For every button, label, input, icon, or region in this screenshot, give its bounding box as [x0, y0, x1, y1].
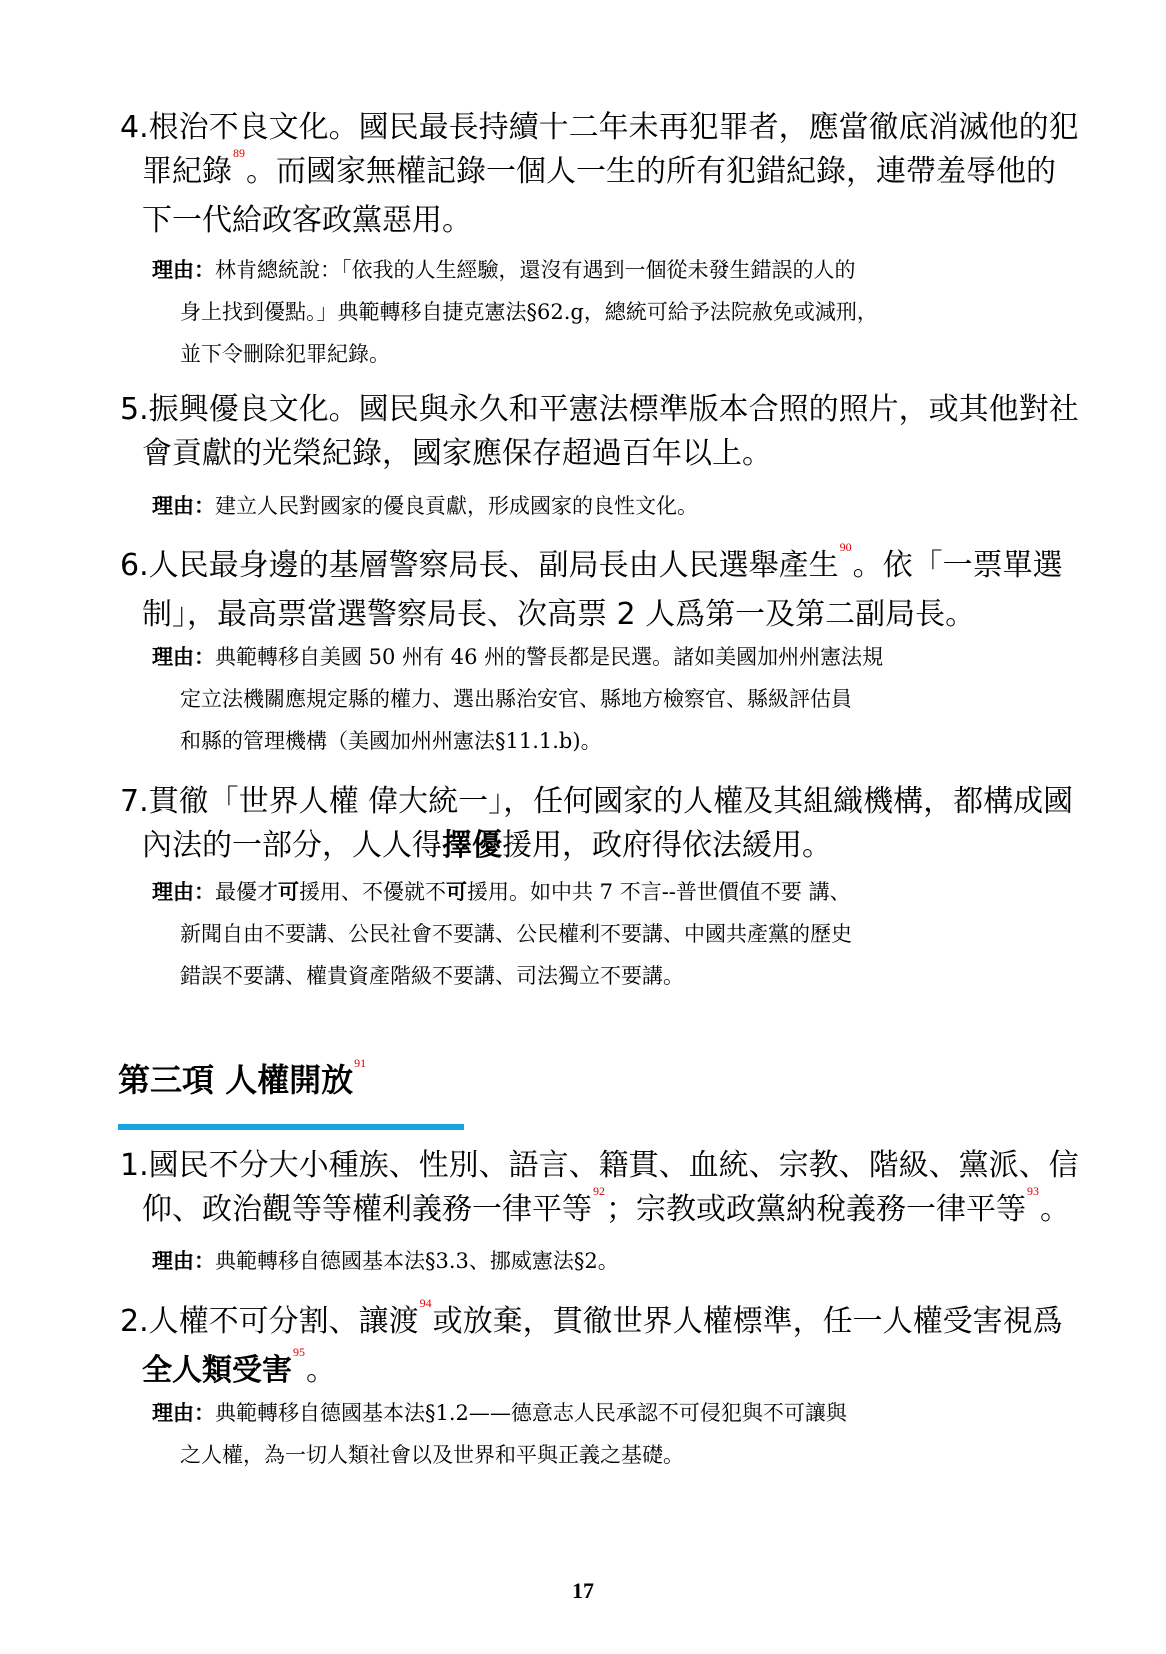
item-6-reason-line-2: 定立法機關應規定縣的權力、選出縣治安官、縣地方檢察官、縣級評估員 — [180, 687, 852, 711]
item-7-reason-bold-1: 可 — [278, 879, 299, 904]
item-7-reason-line-3: 錯誤不要講、權貴資產階級不要講、司法獨立不要講。 — [180, 964, 684, 988]
section-item-2-line-1 — [120, 1296, 1063, 1349]
item-7-reason-1a: 最優才 — [215, 880, 278, 904]
item-7-reason-1c: 援用。如中共 7 不言--普世價值不要 講、 — [467, 880, 851, 904]
section-item-1-reason-1: 典範轉移自德國基本法§3.3、挪威憲法§2。 — [215, 1249, 619, 1273]
reason-label: 理由： — [152, 493, 215, 518]
item-4-line-1: 4.根治不良文化。國民最長持續十二年未再犯罪者，應當徹底消滅他的犯 — [120, 110, 1079, 145]
section-item-2-line-2 — [120, 1345, 1060, 1398]
item-5-reason — [152, 485, 1052, 527]
section-item-1-text — [120, 1144, 1079, 1237]
footnote-ref-91: 91 — [354, 1056, 367, 1070]
item-7-reason-line-1 — [152, 871, 1052, 913]
item-4-line-3: 下一代給政客政黨惡用。 — [142, 203, 472, 238]
item-6-reason-line-3: 和縣的管理機構（美國加州州憲法§11.1.b)。 — [180, 729, 602, 753]
item-7-line-2-bold: 擇優 — [442, 828, 502, 863]
page-number: 17 — [572, 1578, 594, 1603]
reason-label: 理由： — [152, 1248, 215, 1273]
item-6-reason — [152, 636, 1052, 762]
section-item-1-line-1: 1.國民不分大小種族、性別、語言、籍貫、血統、宗教、階級、黨派、信 — [120, 1148, 1079, 1183]
item-7-reason — [152, 871, 1052, 997]
footnote-ref-94: 94 — [419, 1296, 432, 1310]
section-item-1-line-2c: 。 — [1040, 1192, 1070, 1227]
item-4-reason-line-3: 並下令刪除犯罪紀錄。 — [180, 342, 390, 366]
section-item-1-line-2b: ；宗教或政黨納稅義務一律平等 — [606, 1192, 1026, 1227]
item-4-reason-line-1 — [152, 249, 1052, 291]
section-item-2-line-2b: 。 — [306, 1353, 336, 1388]
section-heading — [118, 1058, 367, 1109]
item-4-line-2b: 。而國家無權記錄一個人一生的所有犯錯紀錄，連帶羞辱他的 — [246, 154, 1056, 189]
footnote-ref-93: 93 — [1027, 1184, 1039, 1198]
footnote-ref-92: 92 — [593, 1184, 605, 1198]
footnote-ref-89: 89 — [233, 146, 245, 160]
item-6-line-1a: 6.人民最身邊的基層警察局長、副局長由人民選舉產生 — [120, 548, 839, 583]
section-item-2-reason-line-2: 之人權，為一切人類社會以及世界和平與正義之基礎。 — [180, 1443, 684, 1467]
item-7-reason-line-2: 新聞自由不要講、公民社會不要講、公民權利不要講、中國共產黨的歷史 — [180, 922, 852, 946]
item-4-reason-1: 林肯總統說：「依我的人生經驗，還沒有遇到一個從未發生錯誤的人的 — [215, 258, 856, 282]
footnote-ref-90: 90 — [839, 540, 852, 554]
footnote-ref-95: 95 — [293, 1345, 305, 1359]
item-4-reason — [152, 249, 1052, 375]
section-item-2-line-2-bold: 全人類受害 — [142, 1353, 292, 1388]
item-5-line-1: 5.振興優良文化。國民與永久和平憲法標準版本合照的照片，或其他對社 — [120, 392, 1079, 427]
reason-label: 理由： — [152, 879, 215, 904]
section-item-2-line-1b: 或放棄，貫徹世界人權標準，任一人權受害視爲 — [432, 1304, 1063, 1339]
item-6-reason-1: 典範轉移自美國 50 州有 46 州的警長都是民選。諸如美國加州州憲法規 — [215, 645, 884, 669]
item-6-reason-line-1 — [152, 636, 1052, 678]
item-5-line-2: 會貢獻的光榮紀錄，國家應保存超過百年以上。 — [142, 436, 772, 471]
section-item-2-text — [120, 1296, 1063, 1398]
item-6-line-2: 制」，最高票當選警察局長、次高票 2 人爲第一及第二副局長。 — [142, 597, 976, 632]
section-title: 第三項 人權開放 — [118, 1061, 354, 1099]
item-5-reason-line-1 — [152, 485, 1052, 527]
item-6-line-1b: 。依「一票單選 — [852, 548, 1063, 583]
section-item-2-reason-1: 典範轉移自德國基本法§1.2——德意志人民承認不可侵犯與不可讓與 — [215, 1401, 847, 1425]
item-6-line-1 — [120, 540, 1063, 593]
item-6-text — [120, 540, 1063, 637]
item-7-line-2a: 內法的一部分，人人得 — [142, 828, 442, 863]
section-item-1-line-2a: 仰、政治觀等等權利義務一律平等 — [142, 1192, 592, 1227]
reason-label: 理由： — [152, 257, 215, 282]
item-5-reason-1: 建立人民對國家的優良貢獻，形成國家的良性文化。 — [215, 494, 698, 518]
item-7-text — [120, 780, 1074, 868]
item-5-text — [120, 388, 1079, 476]
item-4-reason-line-2: 身上找到優點。」典範轉移自捷克憲法§62.g，總統可給予法院赦免或減刑， — [180, 300, 878, 324]
section-item-1-line-2 — [120, 1184, 1070, 1237]
item-7-reason-bold-2: 可 — [446, 879, 467, 904]
section-item-2-reason — [152, 1392, 1052, 1476]
item-7-line-2 — [120, 824, 1060, 868]
section-item-2-line-1a: 2.人權不可分割、讓渡 — [120, 1304, 419, 1339]
item-4-text — [120, 106, 1079, 243]
item-7-line-1: 7.貫徹「世界人權 偉大統一」，任何國家的人權及其組織機構，都構成國 — [120, 784, 1074, 819]
item-4-line-2a: 罪紀錄 — [142, 154, 232, 189]
reason-label: 理由： — [152, 1400, 215, 1425]
item-7-reason-1b: 援用、不優就不 — [299, 880, 446, 904]
section-heading-underline — [118, 1124, 464, 1130]
item-7-line-2b: 援用，政府得依法緩用。 — [502, 828, 832, 863]
section-item-2-reason-line-1 — [152, 1392, 1052, 1434]
item-4-line-2 — [120, 146, 1060, 199]
reason-label: 理由： — [152, 644, 215, 669]
section-item-1-reason — [152, 1240, 1052, 1282]
section-item-1-reason-line-1 — [152, 1240, 1052, 1282]
